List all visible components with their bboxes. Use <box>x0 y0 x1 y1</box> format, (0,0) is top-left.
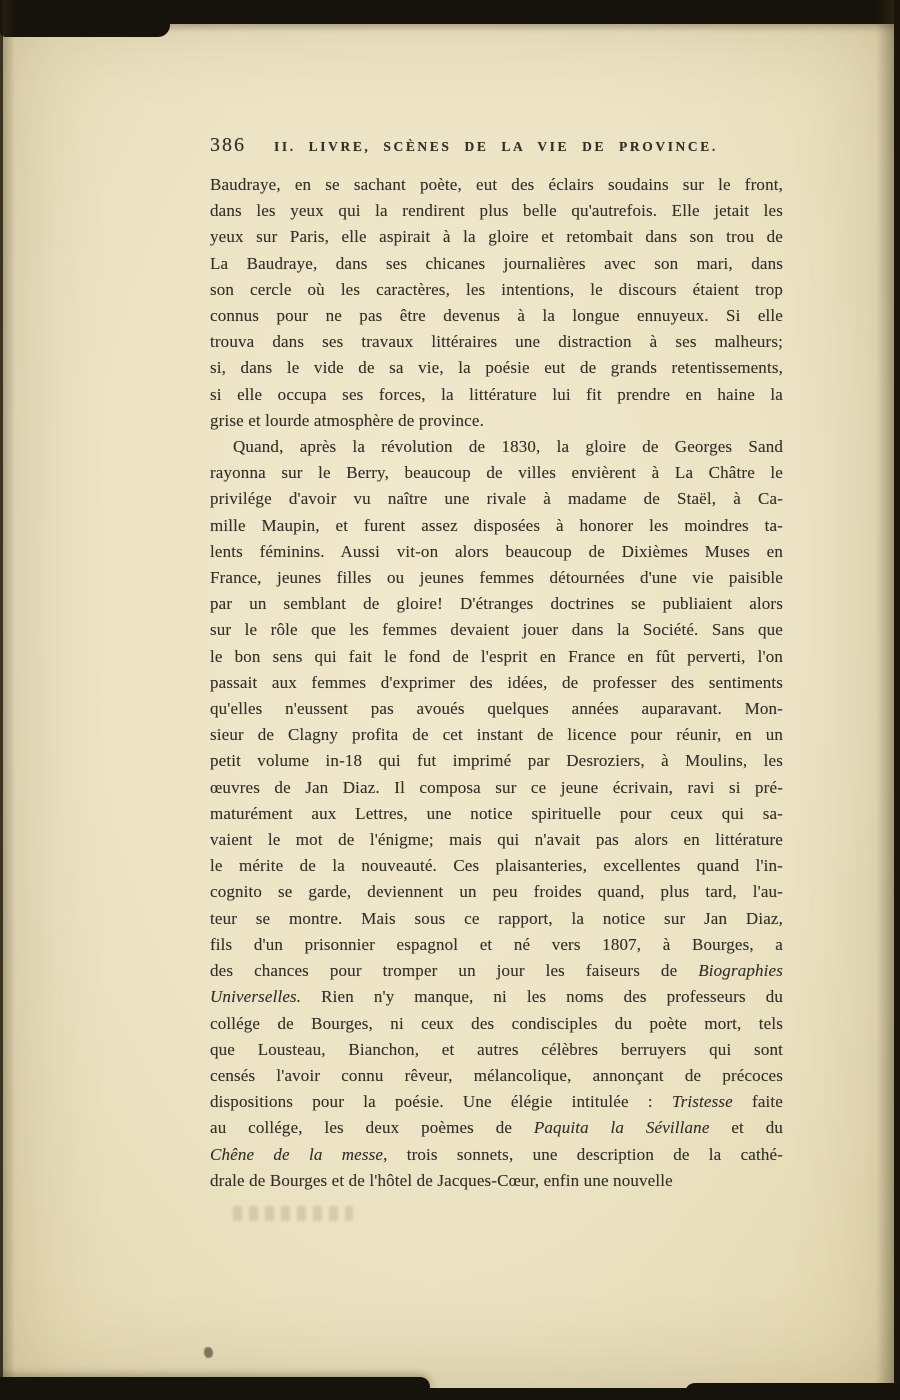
text-line <box>210 644 783 670</box>
ink-speck <box>204 1347 213 1358</box>
scan-edge-bottom-right <box>685 1383 900 1400</box>
text-line <box>210 355 783 381</box>
text-line <box>210 224 783 250</box>
text-segment: mille Maupin, et furent assez disposées à honorer les moindres ta- <box>210 515 783 535</box>
text-segment: dans les yeux qui la rendirent plus belle qu'autrefois. Elle jetait les <box>210 201 783 221</box>
text-segment: grise et lourde atmosphère de province. <box>210 410 484 430</box>
text-line <box>210 722 783 748</box>
text-segment: passait aux femmes d'exprimer des idées, de professer des sentiments <box>210 672 783 692</box>
text-segment: sur le rôle que les femmes devaient jouer dans la Société. Sans que <box>210 620 783 640</box>
text-line <box>210 617 783 643</box>
text-segment: maturément aux Lettres, une notice spirituelle pour ceux qui sa- <box>210 803 783 823</box>
text-segment: faite <box>732 1092 784 1112</box>
text-segment: au collége, les deux poèmes de <box>210 1118 534 1138</box>
text-line <box>210 408 783 434</box>
running-title: II. LIVRE, SCÈNES DE LA VIE DE PROVINCE. <box>274 139 718 154</box>
text-line <box>210 539 783 565</box>
text-segment: que Lousteau, Bianchon, et autres célèbres berruyers qui sont <box>210 1039 783 1059</box>
text-line <box>210 172 783 198</box>
text-line <box>210 696 783 722</box>
text-line <box>210 1011 783 1037</box>
text-segment: Tristesse <box>671 1092 733 1112</box>
text-segment: fils d'un prisonnier espagnol et né vers 1807, à Bourges, a <box>210 934 783 954</box>
text-segment: le mérite de la nouveauté. Ces plaisanteries, excellentes quand l'in- <box>210 856 783 876</box>
text-line <box>210 198 783 224</box>
text-segment: cognito se garde, deviennent un peu froides quand, plus tard, l'au- <box>210 882 783 902</box>
text-line <box>210 1089 783 1115</box>
text-segment: Chêne de la messe <box>210 1144 384 1164</box>
text-line <box>210 251 783 277</box>
text-segment: œuvres de Jan Diaz. Il composa sur ce jeune écrivain, ravi si pré- <box>210 777 783 797</box>
text-segment: dispositions pour la poésie. Une élégie intitulée : <box>210 1092 672 1112</box>
text-segment: La Baudraye, dans ses chicanes journalières avec son mari, dans <box>210 253 783 273</box>
text-line <box>210 303 783 329</box>
text-segment: lents féminins. Aussi vit-on alors beaucoup de Dixièmes Muses en <box>210 541 783 561</box>
paragraph <box>210 434 783 1194</box>
text-segment: France, jeunes filles ou jeunes femmes détournées d'une vie paisible <box>210 568 783 588</box>
text-line <box>210 932 783 958</box>
text-line <box>210 513 783 539</box>
text-segment: censés l'avoir connu rêveur, mélancolique, annonçant de précoces <box>210 1065 783 1085</box>
page-header <box>210 134 785 157</box>
ink-bleed-smudge <box>233 1206 353 1221</box>
text-segment: , trois sonnets, une description de la cathé- <box>383 1144 783 1164</box>
text-line <box>210 748 783 774</box>
text-line <box>210 277 783 303</box>
text-segment: Biographies <box>698 961 783 981</box>
text-line <box>210 1142 783 1168</box>
text-line <box>210 486 783 512</box>
page-number: 386 <box>210 134 246 156</box>
text-line <box>210 460 783 486</box>
text-line <box>210 591 783 617</box>
text-line <box>210 775 783 801</box>
text-line <box>210 382 783 408</box>
text-segment: qu'elles n'eussent pas avoués quelques années auparavant. Mon- <box>210 699 783 719</box>
text-segment: des chances pour tromper un jour les faiseurs de <box>210 961 699 981</box>
text-segment: son cercle où les caractères, les intentions, le discours étaient trop <box>210 279 783 299</box>
text-segment: petit volume in-18 qui fut imprimé par Desroziers, à Moulins, les <box>210 751 783 771</box>
text-segment: collége de Bourges, ni ceux des condisciples du poète mort, tels <box>210 1013 783 1033</box>
scan-edge-top <box>0 0 900 24</box>
paragraph <box>210 172 783 434</box>
text-line <box>210 984 783 1010</box>
text-segment: si elle occupa ses forces, la littérature lui fit prendre en haine la <box>210 384 783 404</box>
text-segment: si, dans le vide de sa vie, la poésie eut de grands retentissements, <box>210 358 783 378</box>
text-segment: Universelles. <box>210 987 302 1007</box>
text-line <box>210 801 783 827</box>
text-line <box>210 434 783 460</box>
scan-shadow-right <box>876 0 894 1400</box>
text-block <box>210 172 783 1194</box>
scan-shadow-left <box>3 0 15 1400</box>
scan-edge-right <box>894 0 900 1400</box>
text-segment: Baudraye, en se sachant poète, eut des éclairs soudains sur le front, <box>210 175 783 194</box>
text-line <box>210 565 783 591</box>
text-line <box>210 1037 783 1063</box>
text-segment: le bon sens qui fait le fond de l'esprit en France en fût perverti, l'on <box>210 646 783 666</box>
text-segment: Rien n'y manque, ni les noms des professeurs du <box>301 987 783 1007</box>
scan-edge-bottom-left <box>0 1377 430 1400</box>
text-segment: vaient le mot de l'énigme; mais qui n'avait pas alors en littérature <box>210 830 783 850</box>
text-segment: par un semblant de gloire! D'étranges doctrines se publiaient alors <box>210 594 783 614</box>
text-line <box>210 1168 783 1194</box>
text-segment: Quand, après la révolution de 1830, la gloire de Georges Sand <box>233 437 783 457</box>
text-line <box>210 670 783 696</box>
text-segment: sieur de Clagny profita de cet instant de licence pour réunir, en un <box>210 725 783 745</box>
text-line <box>210 827 783 853</box>
text-segment: Paquita la Sévillane <box>533 1118 710 1138</box>
text-segment: drale de Bourges et de l'hôtel de Jacques-Cœur, enfin une nouvelle <box>210 1170 673 1190</box>
text-line <box>210 879 783 905</box>
text-segment: connus pour ne pas être devenus à la longue ennuyeux. Si elle <box>210 306 783 326</box>
text-segment: rayonna sur le Berry, beaucoup de villes envièrent à La Châtre le <box>210 463 783 483</box>
text-segment: et du <box>709 1118 784 1138</box>
text-line <box>210 853 783 879</box>
text-segment: trouva dans ses travaux littéraires une distraction à ses malheurs; <box>210 332 783 352</box>
text-line <box>210 1115 783 1141</box>
text-line <box>210 1063 783 1089</box>
text-line <box>210 329 783 355</box>
text-segment: teur se montre. Mais sous ce rapport, la notice sur Jan Diaz, <box>210 908 783 928</box>
text-line <box>210 958 783 984</box>
text-segment: yeux sur Paris, elle aspirait à la gloire et retombait dans son trou de <box>210 227 783 247</box>
text-segment: privilége d'avoir vu naître une rivale à madame de Staël, à Ca- <box>210 489 783 509</box>
text-line <box>210 906 783 932</box>
